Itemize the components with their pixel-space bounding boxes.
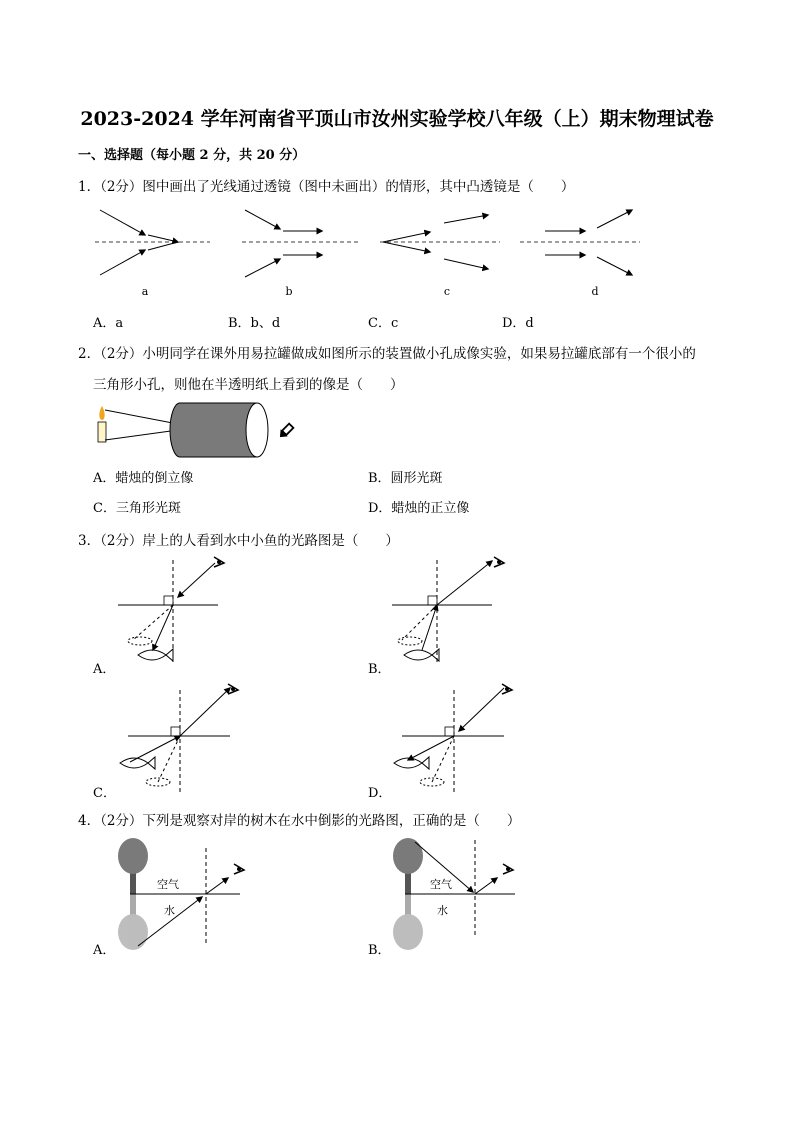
q2-option-b[interactable]: B．圆形光斑 [368,471,443,486]
q1-figure-a [95,210,210,275]
q4a-water-label: 水 [164,904,175,917]
q4-figure-b [385,838,545,953]
tree-icon [393,838,423,894]
fish-icon [120,757,155,769]
q1-figure-c [380,215,500,269]
q1-label-b: b [285,285,293,298]
question-1-stem: 1．（2分）图中画出了光线通过透镜（图中未画出）的情形，其中凸透镜是（ ） [78,179,575,195]
q1-option-a[interactable]: A．a [93,316,124,331]
q3-option-a[interactable]: A． [93,662,116,677]
question-2-stem-line-2: 三角形小孔，则他在半透明纸上看到的像是（ ） [93,377,404,393]
q3-option-d[interactable]: D． [368,786,392,801]
q4b-air-label: 空气 [430,878,452,891]
q2-option-c[interactable]: C．三角形光斑 [93,501,181,516]
q3-figure-b [392,555,512,675]
question-4-stem: 4．（2分）下列是观察对岸的树木在水中倒影的光路图，正确的是（ ） [78,813,521,829]
q1-figure-b [242,210,358,277]
question-3-stem: 3．（2分）岸上的人看到水中小鱼的光路图是（ ） [78,533,399,549]
q3-figure-c [118,680,248,800]
q2-pinhole-figure [95,400,325,470]
q1-label-d: d [591,285,599,298]
q1-figures [0,195,794,325]
q1-option-b[interactable]: B．b、d [228,316,281,331]
q1-figure-d [520,210,640,275]
eye-icon [234,864,244,874]
q4-option-a[interactable]: A． [93,943,116,958]
section-heading: 一、选择题（每小题 2 分，共 20 分） [78,148,306,163]
q4-figure-a [110,838,270,953]
q3-figure-a [118,555,238,675]
q1-label-c: c [443,285,451,298]
q3-option-c[interactable]: C． [93,786,116,801]
q4a-air-label: 空气 [157,878,179,891]
tree-reflection-icon [393,894,423,950]
q2-option-d[interactable]: D．蜡烛的正立像 [368,501,470,516]
q3-figure-d [392,680,522,800]
translucent-paper [246,403,268,457]
fish-icon [138,649,173,661]
q2-option-a[interactable]: A．蜡烛的倒立像 [93,471,194,486]
q1-option-d[interactable]: D．d [502,316,534,331]
eye-icon [503,864,513,874]
fish-icon [394,757,429,769]
q4-option-b[interactable]: B． [368,943,391,958]
q1-label-a: a [141,285,149,298]
q3-option-b[interactable]: B． [368,662,391,677]
q1-option-c[interactable]: C．c [368,316,399,331]
inverted-image-icon [276,422,294,440]
question-2-stem-line-1: 2．（2分）小明同学在课外用易拉罐做成如图所示的装置做小孔成像实验，如果易拉罐底部有一个很小的 [78,346,696,362]
tree-icon [118,838,148,894]
eye-icon [494,557,504,567]
q4b-water-label: 水 [437,904,448,917]
candle-flame-icon [99,406,104,420]
candle-body [98,422,106,442]
page-title: 2023-2024 学年河南省平顶山市汝州实验学校八年级（上）期末物理试卷 [80,108,714,130]
eye-icon [214,557,224,567]
fish-icon [404,649,439,661]
